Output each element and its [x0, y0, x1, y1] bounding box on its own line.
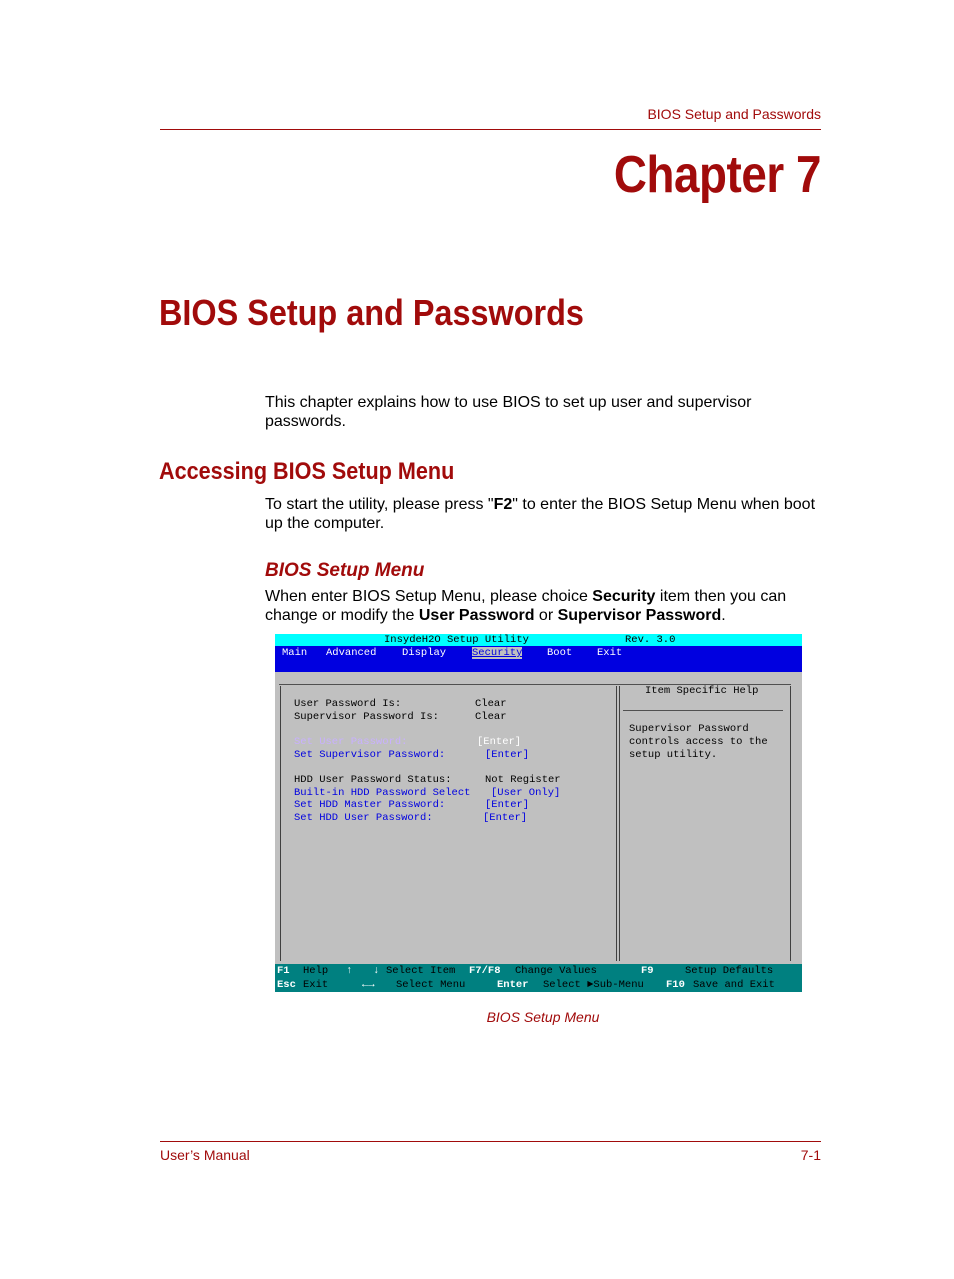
esc-desc: Exit	[303, 979, 329, 991]
header-rule	[160, 129, 821, 130]
bios-menu-boot[interactable]: Boot	[547, 647, 573, 659]
set-hdd-master-password-value[interactable]: [Enter]	[485, 799, 530, 811]
hdd-password-select-label[interactable]: Built-in HDD Password Select	[294, 787, 471, 799]
f10-desc: Save and Exit	[693, 979, 775, 991]
set-hdd-master-password-label[interactable]: Set HDD Master Password:	[294, 799, 446, 811]
user-password-status-value: Clear	[475, 698, 507, 710]
f1-key: F1	[277, 965, 290, 977]
hdd-password-status-label: HDD User Password Status:	[294, 774, 452, 786]
f7f8-key: F7/F8	[469, 965, 501, 977]
menu-text-1: When enter BIOS Setup Menu, please choice	[265, 588, 593, 605]
footer-manual-title: User’s Manual	[160, 1147, 250, 1163]
bios-revision: Rev. 3.0	[625, 634, 676, 646]
accessing-paragraph	[265, 495, 821, 533]
bios-title-bar	[275, 634, 802, 646]
bios-menu-paragraph	[265, 587, 821, 625]
bios-menu-security[interactable]: Security	[472, 647, 523, 659]
bios-frame-divider	[616, 686, 617, 961]
lr-desc: Select Menu	[396, 979, 466, 991]
bios-key-legend	[275, 964, 802, 992]
bios-menu-advanced[interactable]: Advanced	[326, 647, 377, 659]
accessing-text-1: To start the utility, please press "	[265, 496, 494, 513]
esc-key: Esc	[277, 979, 296, 991]
item-help-line-2: controls access to the	[629, 736, 768, 748]
figure-caption: BIOS Setup Menu	[486, 1009, 600, 1025]
bios-frame-left	[280, 686, 281, 961]
accessing-heading: Accessing BIOS Setup Menu	[159, 458, 455, 485]
bios-menu-heading: BIOS Setup Menu	[265, 560, 425, 581]
menu-text-4: .	[721, 607, 726, 624]
item-help-line-1: Supervisor Password	[629, 723, 749, 735]
bios-menu-bar	[275, 646, 802, 672]
bios-frame-divider-2	[619, 686, 620, 961]
set-hdd-user-password-value[interactable]: [Enter]	[483, 812, 528, 824]
supervisor-password-bold: Supervisor Password	[557, 607, 722, 624]
bios-screenshot	[275, 634, 802, 992]
bios-menu-display[interactable]: Display	[402, 647, 447, 659]
hdd-password-status-value: Not Register	[485, 774, 561, 786]
enter-desc: Select ►Sub-Menu	[543, 979, 644, 991]
section-title: BIOS Setup and Passwords	[159, 292, 584, 333]
menu-text-3: or	[534, 607, 558, 624]
bios-menu-main[interactable]: Main	[282, 647, 308, 659]
down-arrow-icon: ↓	[373, 965, 380, 977]
menu-text-2: item then you can change or modify the	[265, 588, 787, 624]
left-right-arrow-icon: ←→	[362, 979, 375, 991]
enter-key: Enter	[497, 979, 529, 991]
f9-desc: Setup Defaults	[685, 965, 774, 977]
item-help-rule	[623, 710, 783, 711]
f10-key: F10	[666, 979, 685, 991]
footer-rule	[160, 1141, 821, 1142]
hdd-password-select-value[interactable]: [User Only]	[491, 787, 561, 799]
page-number: 7-1	[800, 1147, 821, 1163]
bios-frame-right	[790, 686, 791, 961]
supervisor-password-status-value: Clear	[475, 711, 507, 723]
f9-key: F9	[641, 965, 654, 977]
f1-desc: Help	[303, 965, 329, 977]
up-arrow-icon: ↑	[346, 965, 353, 977]
item-help-line-3: setup utility.	[629, 749, 718, 761]
set-supervisor-password-label[interactable]: Set Supervisor Password:	[294, 749, 446, 761]
f7f8-desc: Change Values	[515, 965, 597, 977]
set-supervisor-password-value[interactable]: [Enter]	[485, 749, 530, 761]
running-header: BIOS Setup and Passwords	[647, 106, 821, 122]
set-user-password-value[interactable]: [Enter]	[477, 736, 522, 748]
user-password-bold: User Password	[418, 607, 535, 624]
f2-key: F2	[493, 496, 513, 513]
bios-title: InsydeH2O Setup Utility	[384, 634, 529, 646]
security-bold: Security	[592, 588, 656, 605]
item-help-title: Item Specific Help	[645, 685, 759, 697]
set-user-password-label[interactable]: Set User Password:	[294, 736, 408, 748]
supervisor-password-status-label: Supervisor Password Is:	[294, 711, 439, 723]
accessing-text-2: " to enter the BIOS Setup Menu when boot up the computer.	[265, 496, 816, 532]
user-password-status-label: User Password Is:	[294, 698, 402, 710]
bios-menu-exit[interactable]: Exit	[597, 647, 623, 659]
arrows-desc: Select Item	[386, 965, 456, 977]
intro-paragraph: This chapter explains how to use BIOS to set up user and supervisor passwords.	[265, 394, 752, 430]
chapter-title: Chapter 7	[613, 146, 821, 204]
set-hdd-user-password-label[interactable]: Set HDD User Password:	[294, 812, 433, 824]
